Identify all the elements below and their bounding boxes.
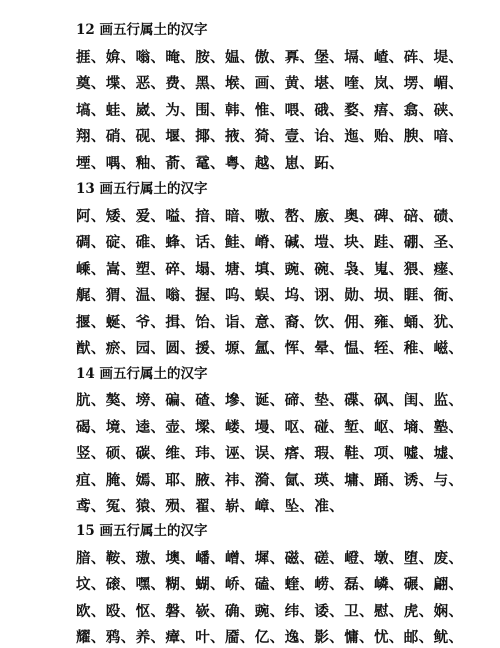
char-line: 耀、鸦、养、瘴、叶、靥、亿、逸、影、慵、忧、邮、鱿、: [76, 629, 464, 646]
char-line: 腤、鞍、璈、墺、嶓、嶒、墀、磁、磋、嶝、墩、堕、废、: [76, 550, 464, 567]
char-line: 塙、蛙、崴、为、围、韩、惟、喂、硪、婺、痦、翕、硖、: [76, 102, 464, 119]
char-line: 鸢、冤、猿、殒、翟、崭、嶂、坠、准、: [76, 498, 345, 515]
char-line: 艉、猬、温、嗡、握、呜、蜈、坞、诩、勋、埙、睚、衙、: [76, 287, 464, 304]
char-line: 奠、堞、恶、费、黑、堠、画、黄、堪、喹、岚、塄、嵋、: [76, 75, 464, 92]
char-line: 嵊、嵩、塑、碎、塌、塘、填、豌、碗、袅、嵬、猥、瘗、: [76, 261, 464, 278]
section-heading-15: 15 画五行属土的汉字: [76, 523, 208, 539]
char-line: 猷、瘀、园、圆、援、塬、氲、恽、晕、愠、轾、稚、嵫、: [76, 340, 464, 357]
section-heading-14: 14 画五行属土的汉字: [76, 366, 208, 382]
char-line: 竖、硕、碳、维、玮、诬、误、瘩、瑕、鞋、项、嘘、墟、: [76, 445, 464, 462]
char-line: 疽、腌、嫣、耶、腋、祎、漪、氤、瑛、墉、踊、诱、与、: [76, 472, 464, 489]
char-line: 翔、硝、砚、堰、揶、掖、猗、壹、诒、迤、贻、腴、喑、: [76, 128, 464, 145]
char-line: 阿、矮、爱、嗌、揞、暗、嗷、嶅、廒、奥、碑、碚、碛、: [76, 208, 464, 225]
char-line: 碣、境、逵、壶、墚、嵝、墁、呕、碰、堑、岖、墒、塾、: [76, 419, 464, 436]
section-heading-13: 13 画五行属土的汉字: [76, 181, 208, 197]
char-line: 堙、喁、釉、萮、鼋、粤、越、崽、跖、: [76, 155, 345, 172]
section-heading-12: 12 画五行属土的汉字: [76, 22, 208, 38]
char-line: 坟、磙、嘿、糊、蝴、峤、磕、蝰、崂、磊、嶙、碾、翩、: [76, 576, 464, 593]
char-line: 肮、獒、塝、碥、碴、墋、诞、碲、垫、碟、砜、闺、监、: [76, 392, 464, 409]
char-line: 揠、蜒、爷、揖、饴、诣、意、裔、饮、佣、雍、蛹、犹、: [76, 314, 464, 331]
char-line: 欧、殴、怄、磐、嵚、确、豌、纬、诿、卫、慰、虎、娴、: [76, 603, 464, 620]
char-line: 碉、碇、碓、蜂、话、鲑、嵴、碱、塏、块、跬、硼、圣、: [76, 234, 464, 251]
char-line: 捱、媕、嗡、晻、胺、媪、傲、奡、堡、塥、嵖、砗、堤、: [76, 49, 464, 66]
